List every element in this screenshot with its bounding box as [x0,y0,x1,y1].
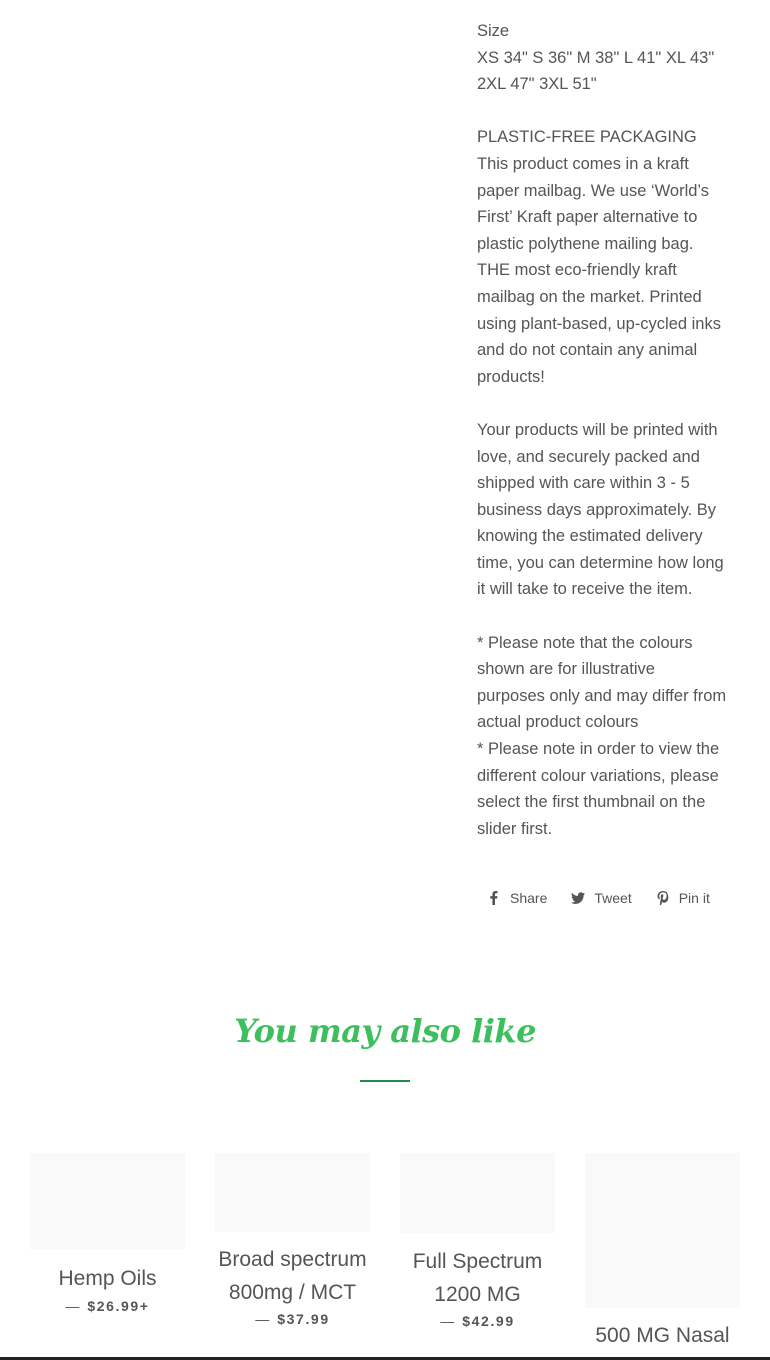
tweet-label: Tweet [594,890,632,906]
size-values: XS 34" S 36" M 38" L 41" XL 43" 2XL 47" 3XL 51" [477,48,715,94]
pin-label: Pin it [678,890,710,906]
product-price-line [215,1311,370,1327]
product-image[interactable] [585,1153,740,1308]
you-may-also-like-heading: You may also like [234,1012,536,1050]
price-dash: — [65,1297,80,1314]
size-heading: Size [477,22,510,40]
packaging-text: This product comes in a kraft paper mailbag. We use ‘World’s First’ Kraft paper alternative to plastic polythene mailing bag. THE most eco-friendly kraft mailbag on the market. Printed using plant-based, up-cycled inks and do not contain any animal products! [477,154,721,386]
product-price: $42.99 [462,1313,515,1329]
product-price: $37.99 [277,1311,330,1327]
twitter-icon [571,891,585,905]
pinterest-icon [656,891,670,905]
product-price: $26.99+ [87,1297,150,1314]
pinterest-pin-button[interactable] [656,890,710,906]
product-image[interactable] [400,1153,555,1233]
social-share-bar [487,890,710,906]
product-card[interactable] [30,1153,185,1314]
price-dash: — [440,1313,455,1329]
product-card[interactable] [400,1153,555,1329]
facebook-share-button[interactable] [487,890,547,906]
share-label: Share [510,890,548,906]
product-name[interactable]: 500 MG Nasal [595,1324,730,1347]
product-card[interactable] [585,1153,740,1353]
product-card[interactable] [215,1153,370,1327]
product-description [477,18,727,842]
twitter-tweet-button[interactable] [571,890,631,906]
facebook-icon [487,891,501,905]
product-price-line [400,1313,555,1329]
price-dash: — [255,1311,270,1327]
thumbnail-note: * Please note in order to view the different colour variations, please select the first thumbnail on the slider first. [477,740,720,838]
product-image[interactable] [215,1153,370,1232]
product-name[interactable]: Full Spectrum 1200 MG [412,1250,543,1306]
colour-note: * Please note that the colours shown are for illustrative purposes only and may differ from actual product colours [477,633,727,732]
product-name[interactable]: Hemp Oils [58,1267,157,1290]
product-price-line [30,1298,185,1314]
heading-divider [360,1080,410,1082]
shipping-text: Your products will be printed with love, and securely packed and shipped with care within 3 - 5 business days approximately. By knowing the estimated delivery time, you can determine how long it will take to receive the item. [477,420,724,599]
packaging-heading: PLASTIC-FREE PACKAGING [477,128,697,147]
product-image[interactable] [30,1153,185,1249]
product-name[interactable]: Broad spectrum 800mg / MCT [218,1248,367,1304]
